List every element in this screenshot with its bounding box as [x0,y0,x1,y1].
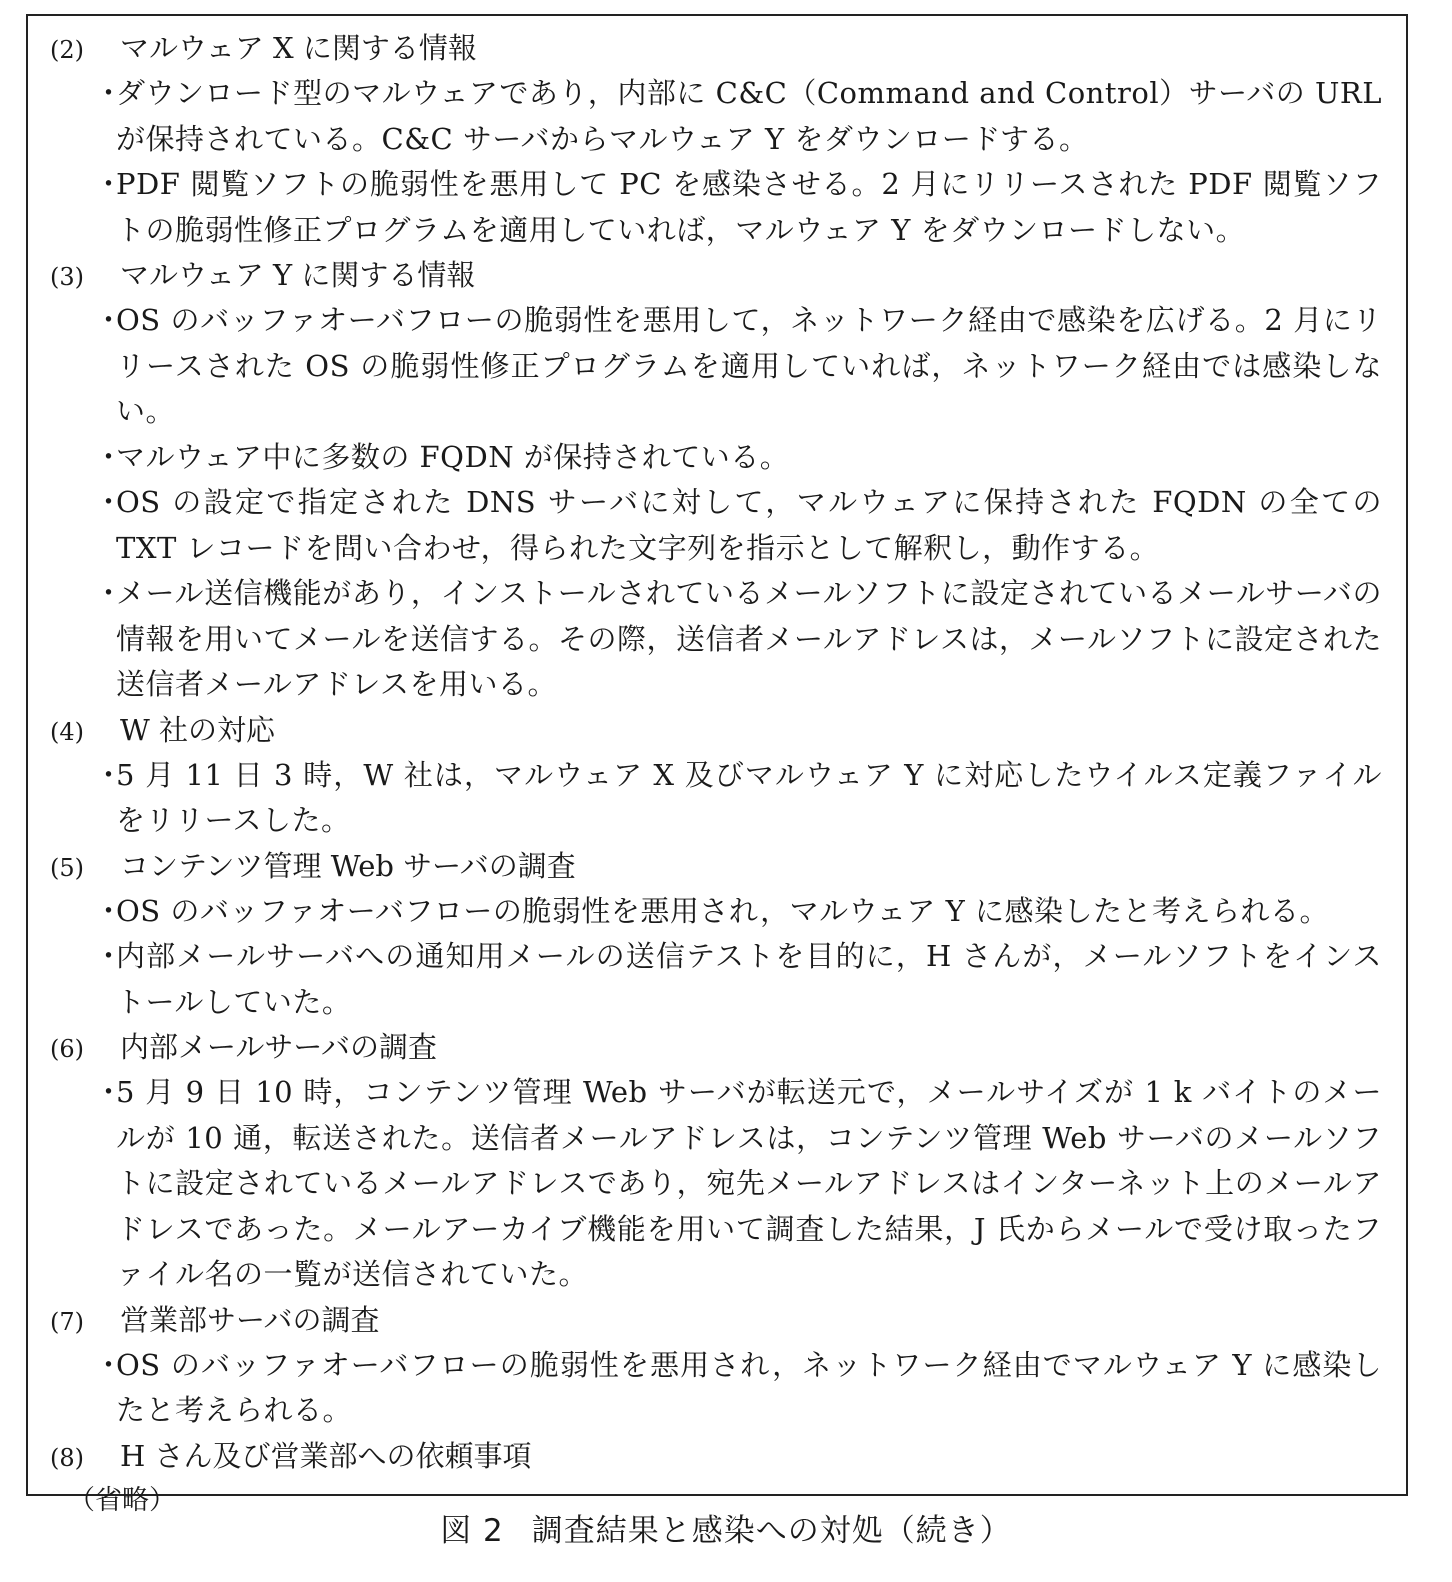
bullet-item [46,571,1382,708]
section-internal-mail-server [46,1025,1382,1298]
section-title: 内部メールサーバの調査 [120,1030,437,1064]
bullet-icon: ・ [94,939,124,973]
section-heading [46,253,1382,298]
bullet-icon: ・ [94,303,124,337]
section-number: (5) [50,853,84,882]
bullet-icon: ・ [94,76,124,110]
section-heading [46,844,1382,889]
section-number: (7) [50,1307,84,1336]
bullet-icon: ・ [94,485,124,519]
section-number: (8) [50,1443,84,1472]
bullet-text: 内部メールサーバへの通知用メールの送信テストを目的に，H さんが，メールソフトをインストールしていた。 [116,939,1382,1019]
bullet-text: メール送信機能があり，インストールされているメールソフトに設定されているメールサーバの情報を用いてメールを送信する。その際，送信者メールアドレスは，メールソフトに設定された送信者メールアドレスを用いる。 [116,576,1382,701]
section-title: 営業部サーバの調査 [120,1302,380,1337]
section-number: (3) [50,263,84,291]
bullet-item [46,1070,1382,1298]
bullet-text: OS のバッファオーバフローの脆弱性を悪用して，ネットワーク経由で感染を広げる。2 月にリリースされた OS の脆弱性修正プログラムを適用していれば，ネットワーク経由では感染しない。 [116,303,1382,428]
section-w-company-response [46,708,1382,844]
bullet-item [46,1343,1382,1434]
section-heading [46,1298,1382,1343]
bullet-text: OS のバッファオーバフローの脆弱性を悪用され，ネットワーク経由でマルウェア Y に感染したと考えられる。 [116,1347,1382,1427]
bullet-item [46,753,1382,844]
bullet-text: マルウェア中に多数の FQDN が保持されている。 [116,439,790,474]
section-title: コンテンツ管理 Web サーバの調査 [120,848,576,883]
section-title: マルウェア X に関する情報 [120,31,477,65]
bullet-item [46,889,1382,935]
bullet-icon: ・ [94,757,124,792]
section-heading [46,26,1382,71]
section-title: W 社の対応 [120,712,276,747]
bullet-icon: ・ [94,1347,124,1382]
section-malware-x [46,26,1382,253]
figure-caption [0,1505,1452,1550]
bullet-text: PDF 閲覧ソフトの脆弱性を悪用して PC を感染させる。2 月にリリースされた PDF 閲覧ソフトの脆弱性修正プログラムを適用していれば，マルウェア Y をダウンロードしない。 [116,167,1382,247]
figure-content [46,26,1382,1523]
section-heading [46,1025,1382,1070]
bullet-item [46,435,1382,481]
bullet-icon: ・ [94,1075,124,1109]
figure-number: 図 2 [440,1513,504,1549]
bullet-item [46,934,1382,1025]
bullet-text: 5 月 11 日 3 時，W 社は，マルウェア X 及びマルウェア Y に対応したウイルス定義ファイルをリリースした。 [116,757,1382,837]
bullet-icon: ・ [94,167,124,201]
bullet-icon: ・ [94,893,124,928]
section-malware-y [46,253,1382,708]
bullet-text: ダウンロード型のマルウェアであり，内部に C&C（Command and Control）サーバの URL が保持されている。C&C サーバからマルウェア Y をダウンロードする。 [116,76,1382,156]
bullet-icon: ・ [94,576,124,610]
section-number: (6) [50,1035,84,1063]
section-number: (4) [50,717,84,746]
bullet-item [46,71,1382,162]
bullet-item [46,298,1382,435]
bullet-item [46,480,1382,571]
omitted-note: （省略） [68,1484,176,1516]
section-title: H さん及び営業部への依頼事項 [120,1438,532,1473]
section-number: (2) [50,36,84,64]
bullet-text: OS の設定で指定された DNS サーバに対して，マルウェアに保持された FQDN の全ての TXT レコードを問い合わせ，得られた文字列を指示として解釈し，動作する。 [116,485,1382,565]
bullet-icon: ・ [94,439,124,474]
bullet-text: OS のバッファオーバフローの脆弱性を悪用され，マルウェア Y に感染したと考えられる。 [116,893,1329,928]
section-heading [46,1434,1382,1479]
section-sales-server [46,1298,1382,1434]
section-cms-web-server [46,844,1382,1026]
section-heading [46,708,1382,753]
section-title: マルウェア Y に関する情報 [120,258,476,292]
bullet-item [46,162,1382,253]
bullet-text: 5 月 9 日 10 時，コンテンツ管理 Web サーバが転送元で，メールサイズが 1 k バイトのメールが 10 通，転送された。送信者メールアドレスは，コンテンツ管理 Web サーバのメールソフトに設定されているメールアドレスであり，宛先メールアドレスはインターネット上のメールアドレスであった。メールアーカイブ機能を用いて調査した結果，J 氏からメールで受け取ったファイル名の一覧が送信されていた。 [116,1075,1382,1291]
figure-box [26,14,1408,1516]
figure-title: 調査結果と感染への対処（続き） [531,1513,1012,1549]
